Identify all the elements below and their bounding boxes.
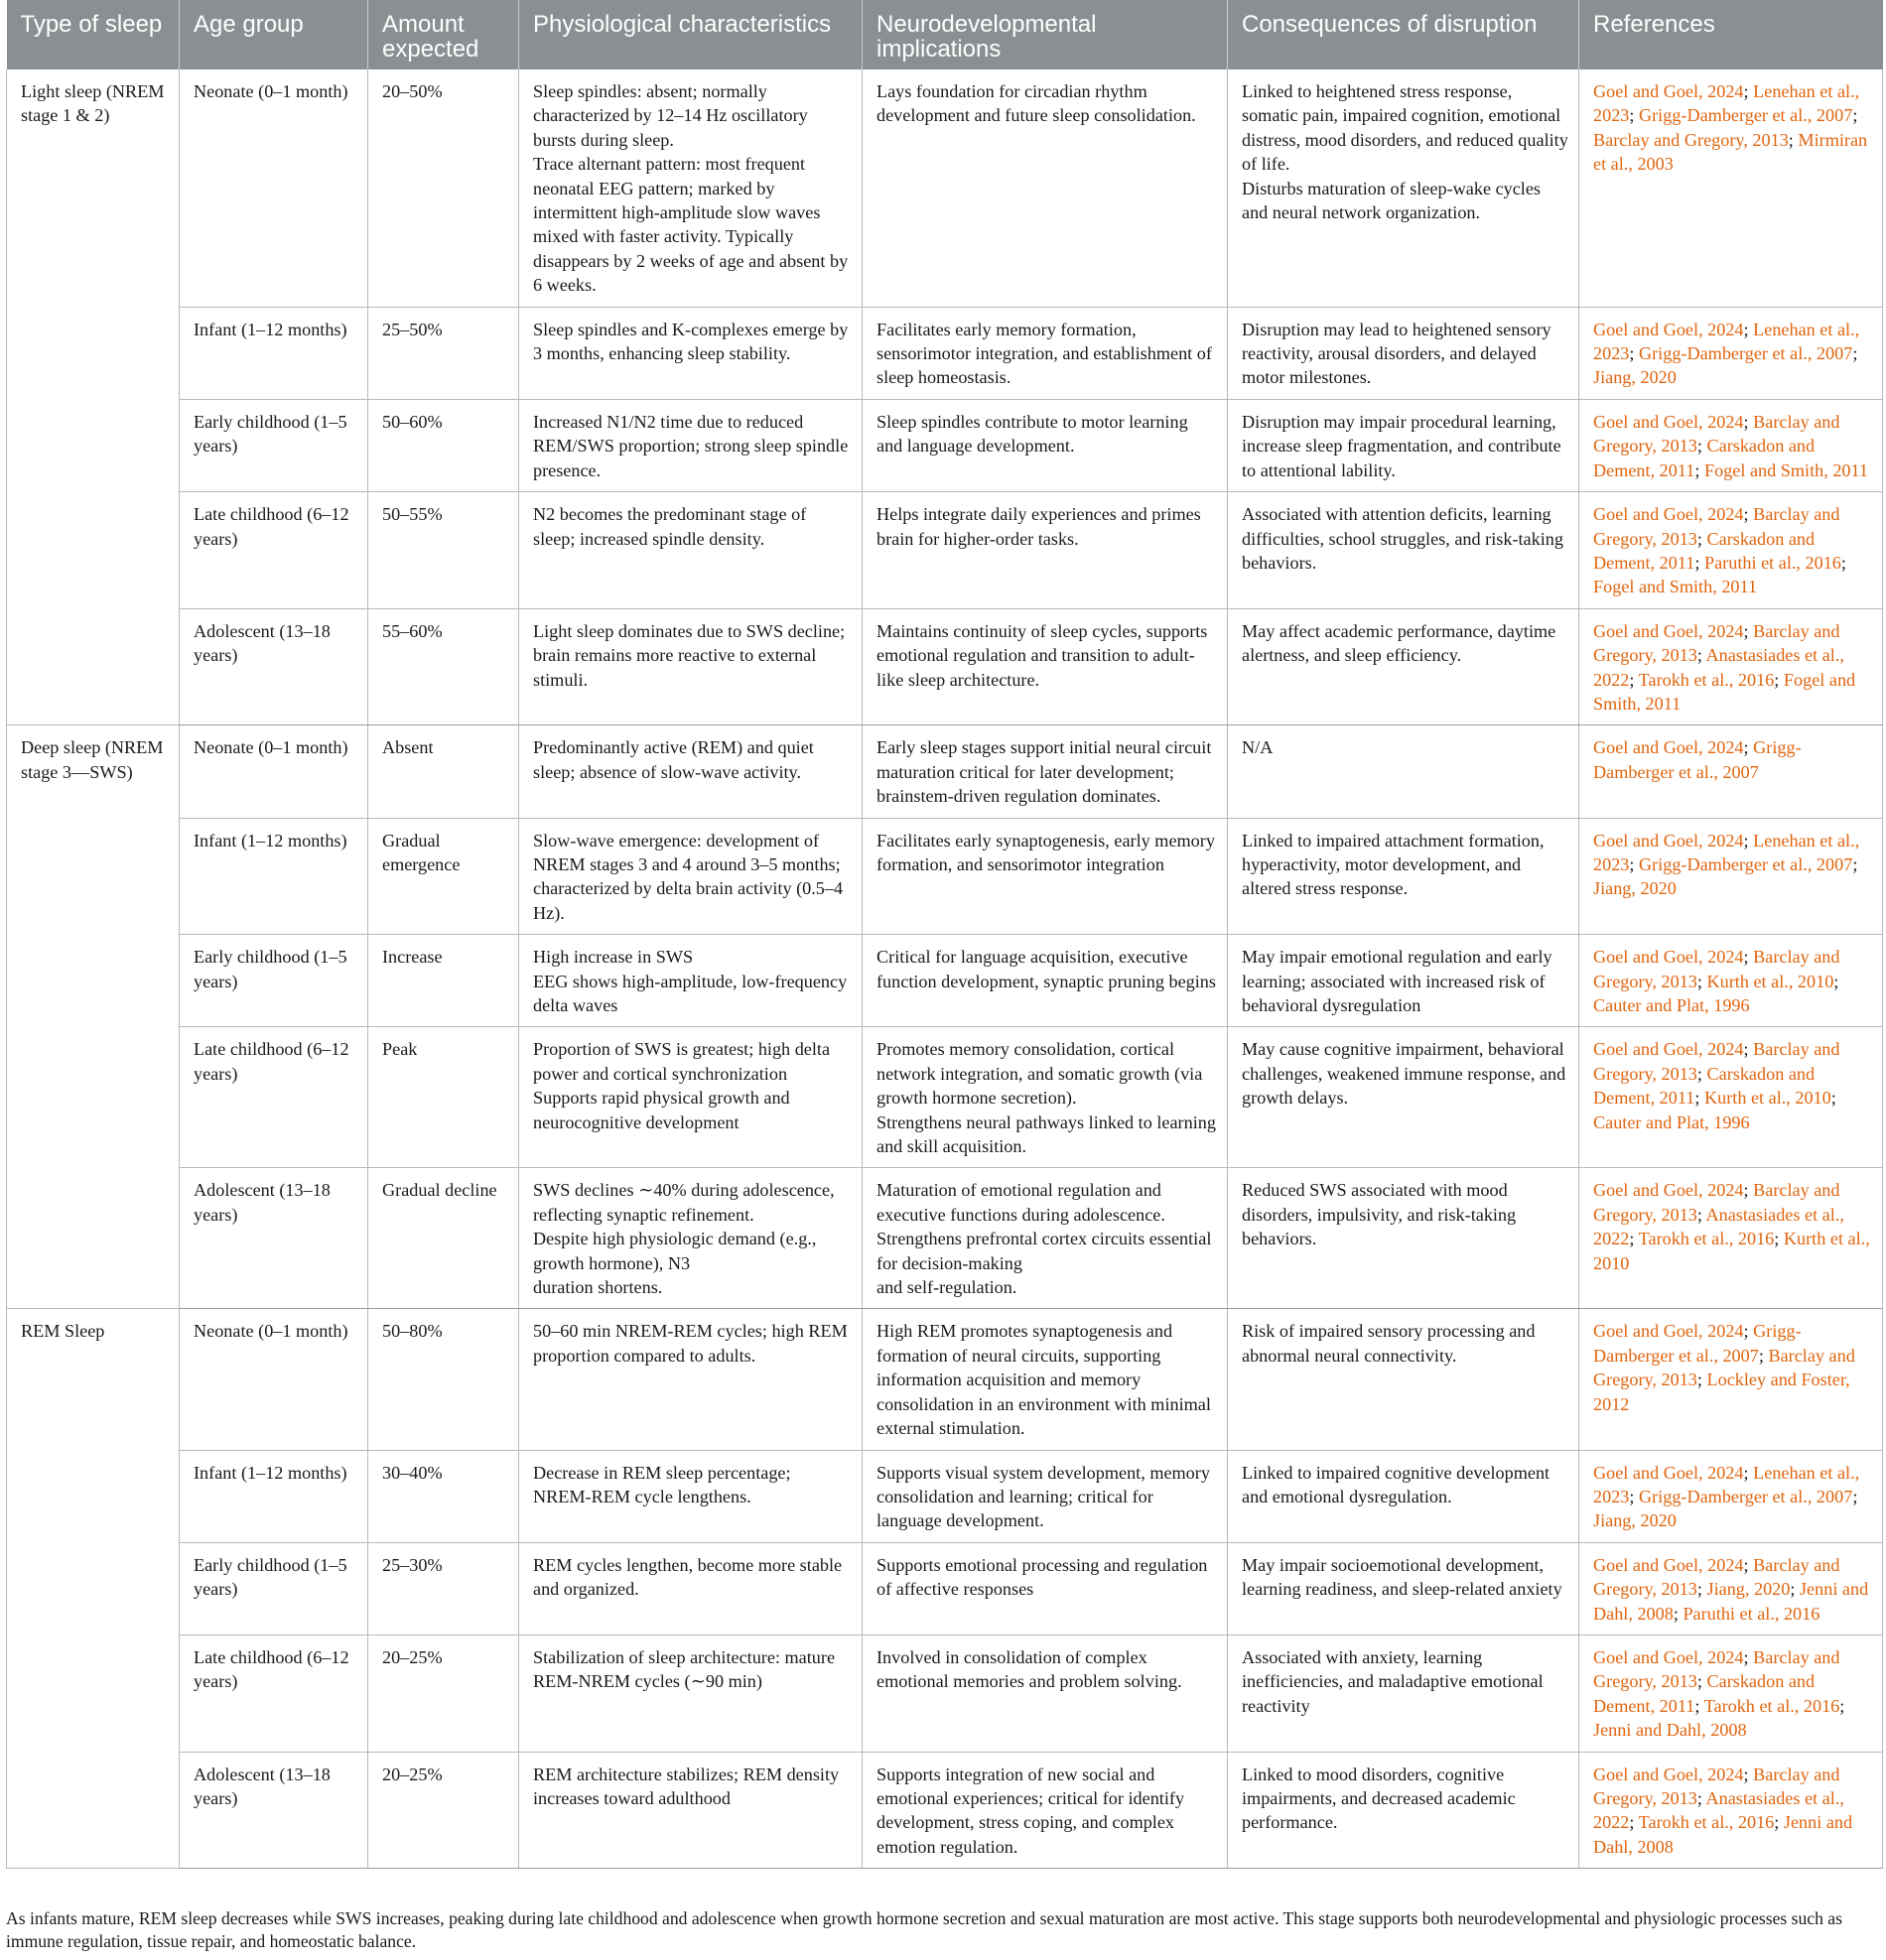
cell-paragraph: N2 becomes the predominant stage of sleep; increased spindle density. xyxy=(533,504,807,549)
consequences-cell xyxy=(1228,1450,1579,1542)
neurodevelopmental-cell xyxy=(863,492,1228,609)
cell-paragraph: May impair socioemotional development, learning readiness, and sleep-related anxiety xyxy=(1242,1554,1562,1600)
reference-link[interactable]: Barclay and Gregory, 2013 xyxy=(1593,1554,1840,1600)
header-type-of-sleep: Type of sleep xyxy=(7,0,180,69)
header-amount-expected: Amount expected xyxy=(368,0,519,69)
cell-paragraph: Strengthens prefrontal cortex circuits essential for decision-making xyxy=(876,1229,1212,1273)
amount-expected-cell: 55–60% xyxy=(368,608,519,725)
reference-link[interactable]: Fogel and Smith, 2011 xyxy=(1703,459,1869,480)
cell-paragraph: May cause cognitive impairment, behavioral challenges, weakened immune response, and growth delays. xyxy=(1242,1039,1566,1109)
reference-link[interactable]: Grigg-Damberger et al., 2007 xyxy=(1638,105,1853,126)
neurodevelopmental-cell xyxy=(863,608,1228,725)
reference-link[interactable]: Jenni and Dahl, 2008 xyxy=(1593,1720,1747,1741)
reference-link[interactable]: Barclay and Gregory, 2013 xyxy=(1593,1039,1840,1084)
amount-expected-cell: Gradual emergence xyxy=(368,818,519,935)
cell-paragraph: Sleep spindles contribute to motor learning and language development. xyxy=(876,411,1188,457)
reference-link[interactable]: Cauter and Plat, 1996 xyxy=(1593,1111,1750,1132)
physiological-cell xyxy=(519,1752,863,1869)
header-age-group: Age group xyxy=(180,0,368,69)
references-cell: Goel and Goel, 2024; Grigg-Damberger et al., 2007; Barclay and Gregory, 2013; Lockley and Foster, 2012 xyxy=(1579,1309,1883,1450)
cell-paragraph: Linked to heightened stress response, somatic pain, impaired cognition, emotional distress, mood disorders, and reduced quality of life. xyxy=(1242,81,1568,175)
references-cell: Goel and Goel, 2024; Barclay and Gregory, 2013; Carskadon and Dement, 2011; Paruthi et al., 2016; Fogel and Smith, 2011 xyxy=(1579,492,1883,609)
table-row xyxy=(7,1634,1883,1752)
table-row xyxy=(7,818,1883,935)
consequences-cell xyxy=(1228,725,1579,818)
amount-expected-cell: 30–40% xyxy=(368,1450,519,1542)
cell-paragraph: Facilitates early memory formation, sensorimotor integration, and establishment of sleep homeostasis. xyxy=(876,319,1212,388)
physiological-cell xyxy=(519,307,863,399)
references-cell: Goel and Goel, 2024; Barclay and Gregory, 2013; Carskadon and Dement, 2011; Tarokh et al., 2016; Jenni and Dahl, 2008 xyxy=(1579,1634,1883,1752)
header-references: References xyxy=(1579,0,1883,69)
reference-link[interactable]: Kurth et al., 2010 xyxy=(1703,1088,1831,1109)
reference-link[interactable]: Grigg-Damberger et al., 2007 xyxy=(1638,1486,1853,1506)
table-row xyxy=(7,935,1883,1027)
reference-link[interactable]: Barclay and Gregory, 2013 xyxy=(1593,129,1789,150)
cell-paragraph: Supports rapid physical growth and neurocognitive development xyxy=(533,1088,790,1132)
neurodevelopmental-cell xyxy=(863,1168,1228,1309)
reference-link[interactable]: Barclay and Gregory, 2013 xyxy=(1593,947,1840,991)
reference-link[interactable]: Goel and Goel, 2024 xyxy=(1593,319,1744,339)
cell-paragraph: Linked to mood disorders, cognitive impairments, and decreased academic performance. xyxy=(1242,1764,1516,1833)
reference-link[interactable]: Paruthi et al., 2016 xyxy=(1683,1603,1820,1624)
cell-paragraph: Associated with attention deficits, learning difficulties, school struggles, and risk-taking behaviors. xyxy=(1242,504,1563,573)
age-group-cell: Neonate (0–1 month) xyxy=(180,69,368,307)
cell-paragraph: Disruption may impair procedural learning, increase sleep fragmentation, and contribute to attentional lability. xyxy=(1242,411,1561,480)
age-group-cell: Early childhood (1–5 years) xyxy=(180,399,368,491)
cell-paragraph: REM architecture stabilizes; REM density increases toward adulthood xyxy=(533,1764,840,1808)
reference-link[interactable]: Goel and Goel, 2024 xyxy=(1593,947,1744,968)
table-row xyxy=(7,69,1883,307)
cell-paragraph: and self-regulation. xyxy=(876,1277,1017,1298)
age-group-cell: Late childhood (6–12 years) xyxy=(180,492,368,609)
reference-link[interactable]: Goel and Goel, 2024 xyxy=(1593,411,1744,432)
sleep-stages-table xyxy=(6,0,1883,1869)
cell-paragraph: Maturation of emotional regulation and executive functions during adolescence. xyxy=(876,1180,1165,1225)
neurodevelopmental-cell xyxy=(863,69,1228,307)
consequences-cell xyxy=(1228,935,1579,1027)
reference-link[interactable]: Goel and Goel, 2024 xyxy=(1593,830,1744,850)
reference-link[interactable]: Carskadon and Dement, 2011 xyxy=(1593,1063,1816,1109)
cell-paragraph: Supports visual system development, memory consolidation and learning; critical for language development. xyxy=(876,1462,1210,1531)
sleep-type-cell: REM Sleep xyxy=(7,1309,180,1869)
amount-expected-cell: Peak xyxy=(368,1027,519,1168)
cell-paragraph: Linked to impaired cognitive development and emotional dysregulation. xyxy=(1242,1462,1550,1506)
reference-link[interactable]: Grigg-Damberger et al., 2007 xyxy=(1593,737,1802,782)
age-group-cell: Neonate (0–1 month) xyxy=(180,725,368,818)
age-group-cell: Adolescent (13–18 years) xyxy=(180,608,368,725)
cell-paragraph: REM cycles lengthen, become more stable and organized. xyxy=(533,1554,843,1600)
cell-paragraph: Strengthens neural pathways linked to learning and skill acquisition. xyxy=(876,1111,1216,1157)
neurodevelopmental-cell xyxy=(863,307,1228,399)
cell-paragraph: Helps integrate daily experiences and primes brain for higher-order tasks. xyxy=(876,504,1201,549)
consequences-cell xyxy=(1228,307,1579,399)
references-cell: Goel and Goel, 2024; Barclay and Gregory, 2013; Jiang, 2020; Jenni and Dahl, 2008; Paruthi et al., 2016 xyxy=(1579,1542,1883,1634)
amount-expected-cell: Increase xyxy=(368,935,519,1027)
cell-paragraph: Facilitates early synaptogenesis, early memory formation, and sensorimotor integration xyxy=(876,830,1215,874)
cell-paragraph: Despite high physiologic demand (e.g., growth hormone), N3 xyxy=(533,1229,817,1273)
reference-link[interactable]: Mirmiran et al., 2003 xyxy=(1593,129,1868,175)
references-cell: Goel and Goel, 2024; Barclay and Gregory, 2013; Anastasiades et al., 2022; Tarokh et al., 2016; Jenni and Dahl, 2008 xyxy=(1579,1752,1883,1869)
table-row xyxy=(7,1309,1883,1450)
references-cell: Goel and Goel, 2024; Barclay and Gregory, 2013; Carskadon and Dement, 2011; Kurth et al., 2010; Cauter and Plat, 1996 xyxy=(1579,1027,1883,1168)
cell-paragraph: SWS declines ∼40% during adolescence, reflecting synaptic refinement. xyxy=(533,1180,835,1225)
cell-paragraph: duration shortens. xyxy=(533,1277,663,1298)
references-cell: Goel and Goel, 2024; Barclay and Gregory, 2013; Kurth et al., 2010; Cauter and Plat, 1996 xyxy=(1579,935,1883,1027)
reference-link[interactable]: Goel and Goel, 2024 xyxy=(1593,504,1744,525)
age-group-cell: Early childhood (1–5 years) xyxy=(180,935,368,1027)
age-group-cell: Late childhood (6–12 years) xyxy=(180,1027,368,1168)
reference-link[interactable]: Paruthi et al., 2016 xyxy=(1703,552,1841,573)
references-cell: Goel and Goel, 2024; Grigg-Damberger et al., 2007 xyxy=(1579,725,1883,818)
neurodevelopmental-cell xyxy=(863,935,1228,1027)
cell-paragraph: Lays foundation for circadian rhythm development and future sleep consolidation. xyxy=(876,81,1196,126)
cell-paragraph: Supports integration of new social and emotional experiences; critical for identify development, stress coping, and complex emotion regulation. xyxy=(876,1764,1185,1857)
cell-paragraph: May impair emotional regulation and early learning; associated with increased risk of behavioral dysregulation xyxy=(1242,947,1552,1015)
consequences-cell xyxy=(1228,818,1579,935)
cell-paragraph: May affect academic performance, daytime alertness, and sleep efficiency. xyxy=(1242,620,1556,666)
reference-link[interactable]: Barclay and Gregory, 2013 xyxy=(1593,620,1840,666)
neurodevelopmental-cell xyxy=(863,1027,1228,1168)
reference-link[interactable]: Tarokh et al., 2016 xyxy=(1638,1812,1775,1833)
reference-link[interactable]: Anastasiades et al., 2022 xyxy=(1593,1787,1844,1833)
header-neurodevelopmental-implications: Neurodevelopmental implications xyxy=(863,0,1228,69)
age-group-cell: Early childhood (1–5 years) xyxy=(180,1542,368,1634)
reference-link[interactable]: Barclay and Gregory, 2013 xyxy=(1593,504,1840,549)
cell-paragraph: Slow-wave emergence: development of NREM stages 3 and 4 around 3–5 months; characterized by delta brain activity (0.5–4 Hz). xyxy=(533,830,844,923)
table-row xyxy=(7,492,1883,609)
cell-paragraph: Associated with anxiety, learning inefficiencies, and maladaptive emotional reactivity xyxy=(1242,1646,1544,1716)
cell-paragraph: Risk of impaired sensory processing and abnormal neural connectivity. xyxy=(1242,1321,1536,1366)
age-group-cell: Neonate (0–1 month) xyxy=(180,1309,368,1450)
reference-link[interactable]: Goel and Goel, 2024 xyxy=(1593,620,1744,641)
cell-paragraph: Sleep spindles and K-complexes emerge by 3 months, enhancing sleep stability. xyxy=(533,319,849,364)
table-row xyxy=(7,1450,1883,1542)
physiological-cell xyxy=(519,69,863,307)
consequences-cell xyxy=(1228,1542,1579,1634)
consequences-cell xyxy=(1228,1309,1579,1450)
reference-link[interactable]: Goel and Goel, 2024 xyxy=(1593,1646,1744,1667)
cell-paragraph: Increased N1/N2 time due to reduced REM/SWS proportion; strong sleep spindle presence. xyxy=(533,411,849,480)
consequences-cell xyxy=(1228,399,1579,491)
reference-link[interactable]: Kurth et al., 2010 xyxy=(1593,1229,1870,1273)
amount-expected-cell: 25–50% xyxy=(368,307,519,399)
references-cell: Goel and Goel, 2024; Barclay and Gregory, 2013; Anastasiades et al., 2022; Tarokh et al., 2016; Kurth et al., 2010 xyxy=(1579,1168,1883,1309)
reference-link[interactable]: Anastasiades et al., 2022 xyxy=(1593,1204,1844,1249)
reference-link[interactable]: Grigg-Damberger et al., 2007 xyxy=(1638,343,1853,364)
age-group-cell: Adolescent (13–18 years) xyxy=(180,1168,368,1309)
physiological-cell xyxy=(519,935,863,1027)
neurodevelopmental-cell xyxy=(863,725,1228,818)
table-footnote: As infants mature, REM sleep decreases while SWS increases, peaking during late childhood and adolescence when growth hormone secretion and sexual maturation are most active. This stage supports both neurodevelopmental and physiologic processes such as immune regulation, tissue repair, and homeostatic balance. xyxy=(6,1908,1842,1951)
reference-link[interactable]: Goel and Goel, 2024 xyxy=(1593,1180,1744,1201)
age-group-cell: Adolescent (13–18 years) xyxy=(180,1752,368,1869)
reference-link[interactable]: Jenni and Dahl, 2008 xyxy=(1593,1579,1869,1624)
reference-link[interactable]: Goel and Goel, 2024 xyxy=(1593,1039,1744,1060)
cell-paragraph: Light sleep dominates due to SWS decline; brain remains more reactive to external stimuli. xyxy=(533,620,846,690)
cell-paragraph: Critical for language acquisition, executive function development, synaptic pruning begins xyxy=(876,947,1216,991)
amount-expected-cell: 50–80% xyxy=(368,1309,519,1450)
physiological-cell xyxy=(519,1309,863,1450)
reference-link[interactable]: Jiang, 2020 xyxy=(1593,1510,1677,1531)
neurodevelopmental-cell xyxy=(863,818,1228,935)
reference-link[interactable]: Lenehan et al., 2023 xyxy=(1593,81,1860,126)
cell-paragraph: Stabilization of sleep architecture: mature REM-NREM cycles (∼90 min) xyxy=(533,1646,836,1692)
amount-expected-cell: Absent xyxy=(368,725,519,818)
table-row xyxy=(7,1752,1883,1869)
age-group-cell: Infant (1–12 months) xyxy=(180,818,368,935)
physiological-cell xyxy=(519,1450,863,1542)
references-cell: Goel and Goel, 2024; Lenehan et al., 2023; Grigg-Damberger et al., 2007; Jiang, 2020 xyxy=(1579,818,1883,935)
reference-link[interactable]: Lenehan et al., 2023 xyxy=(1593,830,1860,874)
reference-link[interactable]: Goel and Goel, 2024 xyxy=(1593,1462,1744,1483)
amount-expected-cell: 25–30% xyxy=(368,1542,519,1634)
cell-paragraph: Linked to impaired attachment formation, hyperactivity, motor development, and altered stress response. xyxy=(1242,830,1545,899)
reference-link[interactable]: Goel and Goel, 2024 xyxy=(1593,1554,1744,1575)
reference-link[interactable]: Lenehan et al., 2023 xyxy=(1593,319,1860,364)
references-cell: Goel and Goel, 2024; Lenehan et al., 2023; Grigg-Damberger et al., 2007; Barclay and Gregory, 2013; Mirmiran et al., 2003 xyxy=(1579,69,1883,307)
physiological-cell xyxy=(519,608,863,725)
reference-link[interactable]: Barclay and Gregory, 2013 xyxy=(1593,411,1840,457)
reference-link[interactable]: Barclay and Gregory, 2013 xyxy=(1593,1646,1840,1692)
cell-paragraph: Supports emotional processing and regulation of affective responses xyxy=(876,1554,1208,1600)
cell-paragraph: Maintains continuity of sleep cycles, supports emotional regulation and transition to adult-like sleep architecture. xyxy=(876,620,1208,690)
cell-paragraph: Early sleep stages support initial neural circuit maturation critical for later development; brainstem-driven regulation dominates. xyxy=(876,737,1212,807)
reference-link[interactable]: Grigg-Damberger et al., 2007 xyxy=(1638,853,1853,874)
neurodevelopmental-cell xyxy=(863,1309,1228,1450)
age-group-cell: Infant (1–12 months) xyxy=(180,307,368,399)
reference-link[interactable]: Fogel and Smith, 2011 xyxy=(1593,669,1856,714)
reference-link[interactable]: Carskadon and Dement, 2011 xyxy=(1593,436,1816,480)
reference-link[interactable]: Jenni and Dahl, 2008 xyxy=(1593,1812,1853,1857)
neurodevelopmental-cell xyxy=(863,1450,1228,1542)
reference-link[interactable]: Lenehan et al., 2023 xyxy=(1593,1462,1860,1506)
reference-link[interactable]: Fogel and Smith, 2011 xyxy=(1593,577,1758,597)
table-row xyxy=(7,725,1883,818)
table-header-row xyxy=(7,0,1883,69)
age-group-cell: Infant (1–12 months) xyxy=(180,1450,368,1542)
table-row xyxy=(7,399,1883,491)
reference-link[interactable]: Cauter and Plat, 1996 xyxy=(1593,995,1750,1015)
table-row xyxy=(7,1027,1883,1168)
physiological-cell xyxy=(519,725,863,818)
neurodevelopmental-cell xyxy=(863,1542,1228,1634)
amount-expected-cell: 20–25% xyxy=(368,1752,519,1869)
reference-link[interactable]: Tarokh et al., 2016 xyxy=(1638,669,1775,690)
reference-link[interactable]: Lockley and Foster, 2012 xyxy=(1593,1370,1850,1414)
reference-link[interactable]: Carskadon and Dement, 2011 xyxy=(1593,1671,1816,1716)
consequences-cell xyxy=(1228,1027,1579,1168)
reference-link[interactable]: Kurth et al., 2010 xyxy=(1706,971,1834,991)
cell-paragraph: 50–60 min NREM-REM cycles; high REM proportion compared to adults. xyxy=(533,1321,848,1366)
neurodevelopmental-cell xyxy=(863,1752,1228,1869)
cell-paragraph: Predominantly active (REM) and quiet sleep; absence of slow-wave activity. xyxy=(533,737,814,782)
reference-link[interactable]: Goel and Goel, 2024 xyxy=(1593,1764,1744,1784)
references-cell: Goel and Goel, 2024; Lenehan et al., 2023; Grigg-Damberger et al., 2007; Jiang, 2020 xyxy=(1579,1450,1883,1542)
consequences-cell xyxy=(1228,1168,1579,1309)
cell-paragraph: High REM promotes synaptogenesis and formation of neural circuits, supporting information acquisition and memory consolidation in an environment with minimal external stimulation. xyxy=(876,1321,1211,1439)
references-cell: Goel and Goel, 2024; Lenehan et al., 2023; Grigg-Damberger et al., 2007; Jiang, 2020 xyxy=(1579,307,1883,399)
cell-paragraph: Promotes memory consolidation, cortical network integration, and somatic growth (via growth hormone secretion). xyxy=(876,1039,1203,1109)
amount-expected-cell: 50–60% xyxy=(368,399,519,491)
sleep-type-cell: Deep sleep (NREM stage 3—SWS) xyxy=(7,725,180,1309)
reference-link[interactable]: Grigg-Damberger et al., 2007 xyxy=(1593,1321,1802,1366)
cell-paragraph: N/A xyxy=(1242,737,1274,758)
reference-link[interactable]: Goel and Goel, 2024 xyxy=(1593,81,1744,101)
consequences-cell xyxy=(1228,492,1579,609)
header-consequences-of-disruption: Consequences of disruption xyxy=(1228,0,1579,69)
references-cell: Goel and Goel, 2024; Barclay and Gregory, 2013; Anastasiades et al., 2022; Tarokh et al., 2016; Fogel and Smith, 2011 xyxy=(1579,608,1883,725)
reference-link[interactable]: Barclay and Gregory, 2013 xyxy=(1593,1345,1855,1390)
amount-expected-cell: Gradual decline xyxy=(368,1168,519,1309)
reference-link[interactable]: Jiang, 2020 xyxy=(1706,1579,1791,1600)
cell-paragraph: Proportion of SWS is greatest; high delta power and cortical synchronization xyxy=(533,1039,831,1084)
age-group-cell: Late childhood (6–12 years) xyxy=(180,1634,368,1752)
table-container xyxy=(6,0,1882,1869)
reference-link[interactable]: Tarokh et al., 2016 xyxy=(1638,1229,1775,1249)
reference-link[interactable]: Barclay and Gregory, 2013 xyxy=(1593,1180,1840,1225)
neurodevelopmental-cell xyxy=(863,399,1228,491)
consequences-cell xyxy=(1228,1634,1579,1752)
physiological-cell xyxy=(519,1634,863,1752)
consequences-cell xyxy=(1228,69,1579,307)
cell-paragraph: Sleep spindles: absent; normally characterized by 12–14 Hz oscillatory bursts during sleep. xyxy=(533,81,808,150)
table-body xyxy=(7,69,1883,1869)
cell-paragraph: Trace alternant pattern: most frequent neonatal EEG pattern; marked by intermittent high-amplitude slow waves mixed with faster activity. Typically disappears by 2 weeks of age and absent by 6 weeks. xyxy=(533,154,849,296)
physiological-cell xyxy=(519,399,863,491)
header-physiological-characteristics: Physiological characteristics xyxy=(519,0,863,69)
neurodevelopmental-cell xyxy=(863,1634,1228,1752)
reference-link[interactable]: Goel and Goel, 2024 xyxy=(1593,737,1744,758)
cell-paragraph: EEG shows high-amplitude, low-frequency delta waves xyxy=(533,971,848,1015)
references-cell: Goel and Goel, 2024; Barclay and Gregory, 2013; Carskadon and Dement, 2011; Fogel and Smith, 2011 xyxy=(1579,399,1883,491)
reference-link[interactable]: Jiang, 2020 xyxy=(1593,367,1677,388)
physiological-cell xyxy=(519,1542,863,1634)
table-row xyxy=(7,1542,1883,1634)
amount-expected-cell: 20–25% xyxy=(368,1634,519,1752)
reference-link[interactable]: Carskadon and Dement, 2011 xyxy=(1593,528,1816,573)
cell-paragraph: Disruption may lead to heightened sensory reactivity, arousal disorders, and delayed motor milestones. xyxy=(1242,319,1551,388)
physiological-cell xyxy=(519,818,863,935)
reference-link[interactable]: Anastasiades et al., 2022 xyxy=(1593,645,1844,690)
cell-paragraph: Disturbs maturation of sleep-wake cycles and neural network organization. xyxy=(1242,178,1542,223)
reference-link[interactable]: Tarokh et al., 2016 xyxy=(1703,1695,1840,1716)
reference-link[interactable]: Goel and Goel, 2024 xyxy=(1593,1321,1744,1342)
table-row xyxy=(7,1168,1883,1309)
table-row xyxy=(7,608,1883,725)
physiological-cell xyxy=(519,492,863,609)
cell-paragraph: High increase in SWS xyxy=(533,947,694,968)
amount-expected-cell: 50–55% xyxy=(368,492,519,609)
reference-link[interactable]: Jiang, 2020 xyxy=(1593,878,1677,899)
sleep-type-cell: Light sleep (NREM stage 1 & 2) xyxy=(7,69,180,725)
physiological-cell xyxy=(519,1027,863,1168)
consequences-cell xyxy=(1228,1752,1579,1869)
physiological-cell xyxy=(519,1168,863,1309)
consequences-cell xyxy=(1228,608,1579,725)
cell-paragraph: Decrease in REM sleep percentage; NREM-REM cycle lengthens. xyxy=(533,1462,791,1506)
table-row xyxy=(7,307,1883,399)
cell-paragraph: Reduced SWS associated with mood disorders, impulsivity, and risk-taking behaviors. xyxy=(1242,1180,1517,1249)
reference-link[interactable]: Barclay and Gregory, 2013 xyxy=(1593,1764,1840,1808)
amount-expected-cell: 20–50% xyxy=(368,69,519,307)
cell-paragraph: Involved in consolidation of complex emotional memories and problem solving. xyxy=(876,1646,1182,1692)
